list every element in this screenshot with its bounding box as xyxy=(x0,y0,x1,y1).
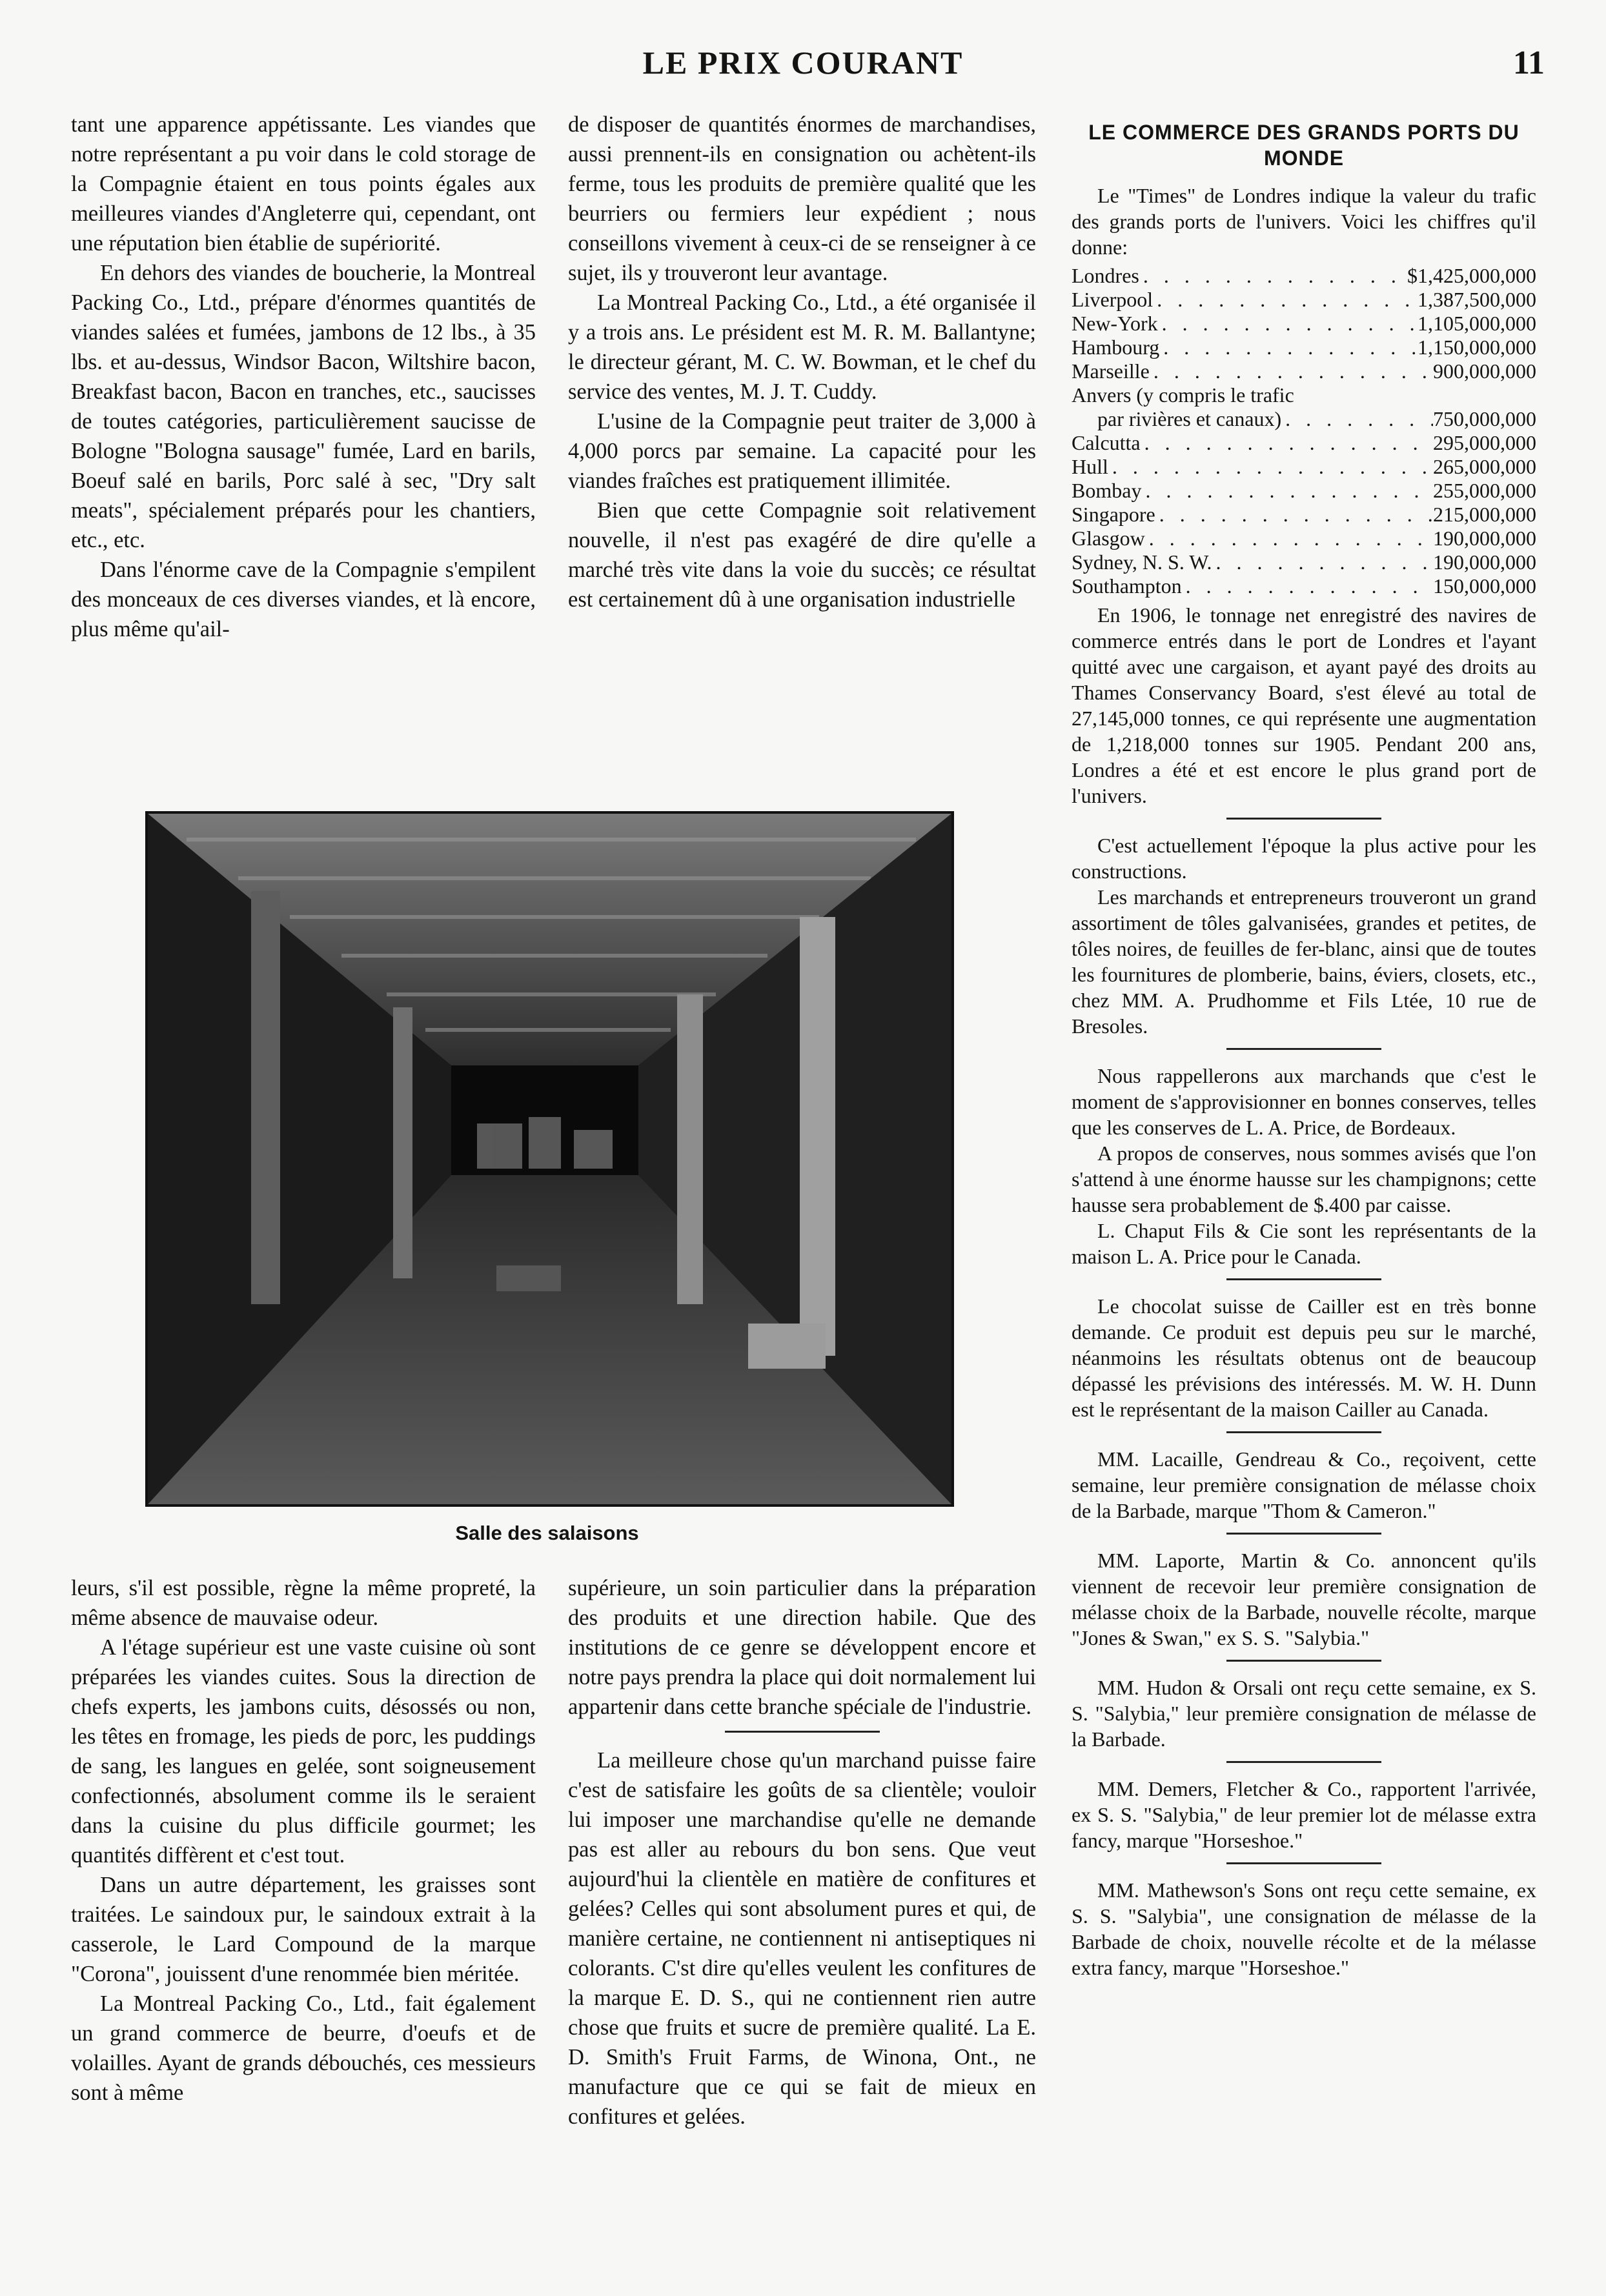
page-header-title: LE PRIX COURANT xyxy=(642,45,964,81)
port-row: Hull . . . 265,000,000 xyxy=(1072,455,1536,479)
divider xyxy=(1226,1660,1381,1662)
photo-salle-des-salaisons xyxy=(145,811,954,1507)
paragraph: C'est actuellement l'époque la plus active pour les constructions. xyxy=(1072,834,1536,883)
port-row: Glasgow . . . 190,000,000 xyxy=(1072,527,1536,550)
paragraph: La Montreal Packing Co., Ltd., a été organisée il y a trois ans. Le président est M. R. M. Ballantyne; le directeur gérant, M. C. W. Bowman, et le chef du service des ventes, M. J. T. Cuddy. xyxy=(568,290,1036,404)
paragraph: En 1906, le tonnage net enregistré des navires de commerce entrés dans le port de Londres et l'ayant quitté avec une cargaison, et ayant payé des droits au Thames Conservancy Board, s'est élevé au total de 27,145,000 tonnes, ce qui représente une augmentation de 1,218,000 tonnes sur 1905. Pendant 200 ans, Londres a été et est encore le plus grand port de l'univers. xyxy=(1072,603,1536,807)
paragraph: Nous rappellerons aux marchands que c'est le moment de s'approvisionner en bonnes conserves, telles que les conserves de L. A. Price, de Bordeaux. xyxy=(1072,1064,1536,1139)
paragraph: La Montreal Packing Co., Ltd., fait également un grand commerce de beurre, d'oeufs et de volailles. Ayant de grands débouchés, ces messieurs sont à même xyxy=(71,1991,536,2105)
paragraph: L'usine de la Compagnie peut traiter de 3,000 à 4,000 porcs par semaine. La capacité pour les viandes fraîches est pratiquement illimitée. xyxy=(568,409,1036,493)
port-row: Londres . . . $1,425,000,000 xyxy=(1072,264,1536,288)
paragraph: MM. Mathewson's Sons ont reçu cette semaine, ex S. S. "Salybia", une consignation de mélasse de la Barbade de choix, nouvelle récolte et de la mélasse extra fancy, marque "Horseshoe." xyxy=(1072,1878,1536,1979)
paragraph: MM. Laporte, Martin & Co. annoncent qu'ils viennent de recevoir leur première consignation de mélasse choix de la Barbade, nouvelle récolte, marque "Jones & Swan," ex S. S. "Salybia." xyxy=(1072,1549,1536,1649)
divider xyxy=(1226,818,1381,820)
column-1-top xyxy=(71,110,536,644)
paragraph: A l'étage supérieur est une vaste cuisine où sont préparées les viandes cuites. Sous la direction de chefs experts, les jambons cuits, désossés ou non, les têtes en fromage, les pieds de porc, les puddings de sang, les langues en gelée, sont soigneusement confectionnés, absolument comme ils le seraient dans la cuisine du plus difficile gourmet; les quantités diffèrent et c'est tout. xyxy=(71,1635,536,1868)
paragraph: MM. Hudon & Orsali ont reçu cette semaine, ex S. S. "Salybia," leur première consignation de mélasse de la Barbade. xyxy=(1072,1676,1536,1751)
column-2-bottom xyxy=(568,1573,1036,2131)
paragraph: MM. Demers, Fletcher & Co., rapportent l'arrivée, ex S. S. "Salybia," de leur premier lot de mélasse extra fancy, marque "Horseshoe." xyxy=(1072,1777,1536,1852)
port-row: Southampton . . . 150,000,000 xyxy=(1072,574,1536,598)
paragraph: MM. Lacaille, Gendreau & Co., reçoivent, cette semaine, leur première consignation de mélasse choix de la Barbade, marque "Thom & Cameron." xyxy=(1072,1447,1536,1522)
port-row: Sydney, N. S. W. . . . 190,000,000 xyxy=(1072,550,1536,574)
section-title: LE COMMERCE DES GRANDS PORTS DU MONDE xyxy=(1088,121,1520,170)
paragraph: Dans l'énorme cave de la Compagnie s'empilent des monceaux de ces diverses viandes, et là encore, plus même qu'ail- xyxy=(71,558,536,641)
paragraph: de disposer de quantités énormes de marchandises, aussi prennent-ils en consignation ou achètent-ils ferme, tous les produits de première qualité que les beurriers ou fermiers leur expédient ; nous conseillons vivement à ceux-ci de se renseigner à ce sujet, ils y trouveront leur avantage. xyxy=(568,112,1036,285)
paragraph: La meilleure chose qu'un marchand puisse faire c'est de satisfaire les goûts de sa clientèle; vouloir lui imposer une marchandise qu'elle ne demande pas est aller au rebours du bon sens. Que veut aujourd'hui la clientèle en matière de confitures et gelées? Celles qui sont absolument pures et qui, de manière certaine, ne contiennent ni antiseptiques ni colorants. C'st dire qu'elles veulent les confitures de la marque E. D. S., qui ne contiennent rien autre chose que fruits et sucre de première qualité. La E. D. Smith's Fruit Farms, de Winona, Ont., ne manufacture que ce qui se fait de mieux en confitures et gelées. xyxy=(568,1748,1036,2129)
paragraph: Bien que cette Compagnie soit relativement nouvelle, il n'est pas exagéré de dire qu'elle a marché très vite dans la voie du succès; ce résultat est certainement dû à une organisation industrielle xyxy=(568,498,1036,612)
paragraph: L. Chaput Fils & Cie sont les représentants de la maison L. A. Price pour le Canada. xyxy=(1072,1219,1536,1268)
divider xyxy=(1226,1862,1381,1864)
divider xyxy=(1226,1048,1381,1050)
port-row: Singapore . . . 215,000,000 xyxy=(1072,503,1536,527)
port-row: Liverpool . . . 1,387,500,000 xyxy=(1072,288,1536,312)
paragraph: Le chocolat suisse de Cailler est en très bonne demande. Ce produit est depuis peu sur le marché, néanmoins les résultats obtenus ont de beaucoup dépassé les prévisions des intéressés. M. W. H. Dunn est le représentant de la maison Cailler au Canada. xyxy=(1072,1294,1536,1421)
port-row: Marseille . . . 900,000,000 xyxy=(1072,359,1536,383)
divider xyxy=(1226,1533,1381,1535)
paragraph: supérieure, un soin particulier dans la préparation des produits et une direction habile. Que des institutions de ce genre se développent encore et notre pays prendra la place qui doit normalement lui appartenir dans cette branche spéciale de l'industrie. xyxy=(568,1576,1036,1719)
column-2-top xyxy=(568,110,1036,614)
divider xyxy=(1226,1431,1381,1433)
paragraph: Les marchands et entrepreneurs trouveront un grand assortiment de tôles galvanisées, grandes et petites, de tôles noires, de feuilles de fer-blanc, ainsi que de toutes les fournitures de plomberie, bains, éviers, closets, etc., chez MM. A. Prudhomme et Fils Ltée, 10 rue de Bresoles. xyxy=(1072,885,1536,1038)
divider xyxy=(1226,1761,1381,1763)
paragraph: A propos de conserves, nous sommes avisés que l'on s'attend à une énorme hausse sur les champignons; cette hausse sera probablement de $.400 par caisse. xyxy=(1072,1142,1536,1216)
warehouse-photo-image xyxy=(148,814,951,1504)
ports-table xyxy=(1072,264,1536,598)
paragraph: Le "Times" de Londres indique la valeur du trafic des grands ports de l'univers. Voici les chiffres qu'il donne: xyxy=(1072,184,1536,259)
port-row: Anvers (y compris le trafic xyxy=(1072,383,1294,407)
column-1-bottom xyxy=(71,1573,536,2108)
page-number: 11 xyxy=(1512,45,1545,81)
divider xyxy=(1226,1278,1381,1280)
photo-caption: Salle des salaisons xyxy=(455,1522,639,1544)
port-row: New-York . . . 1,105,000,000 xyxy=(1072,312,1536,336)
port-row: par rivières et canaux) . . . 750,000,000 xyxy=(1072,407,1536,431)
paragraph: En dehors des viandes de boucherie, la Montreal Packing Co., Ltd., prépare d'énormes quantités de viandes salées et fumées, jambons de 12 lbs., à 35 lbs. et au-dessus, Windsor Bacon, Wiltshire bacon, Breakfast bacon, Bacon en tranches, etc., saucisses de toutes catégories, particulièrement saucisse de Bologne "Bologna sausage" fumée, Lard en barils, Boeuf salé en barils, Porc salé à sec, "Dry salt meats", spécialement préparés pour les chantiers, etc., etc. xyxy=(71,261,536,552)
divider xyxy=(725,1731,880,1733)
port-row: Hambourg . . . 1,150,000,000 xyxy=(1072,336,1536,359)
port-row: Calcutta . . . 295,000,000 xyxy=(1072,431,1536,455)
port-row: Bombay . . . 255,000,000 xyxy=(1072,479,1536,503)
paragraph: tant une apparence appétissante. Les viandes que notre représentant a pu voir dans le cold storage de la Compagnie étaient en tous points égales aux meilleures viandes d'Angleterre qui, cependant, ont une réputation bien établie de supériorité. xyxy=(71,112,536,256)
paragraph: Dans un autre département, les graisses sont traitées. Le saindoux pur, le saindoux extrait à la casserole, le Lard Compound de la marque "Corona", jouissent d'une renommée bien méritée. xyxy=(71,1873,536,1986)
column-3 xyxy=(1072,119,1536,1980)
paragraph: leurs, s'il est possible, règne la même propreté, la même absence de mauvaise odeur. xyxy=(71,1576,536,1630)
